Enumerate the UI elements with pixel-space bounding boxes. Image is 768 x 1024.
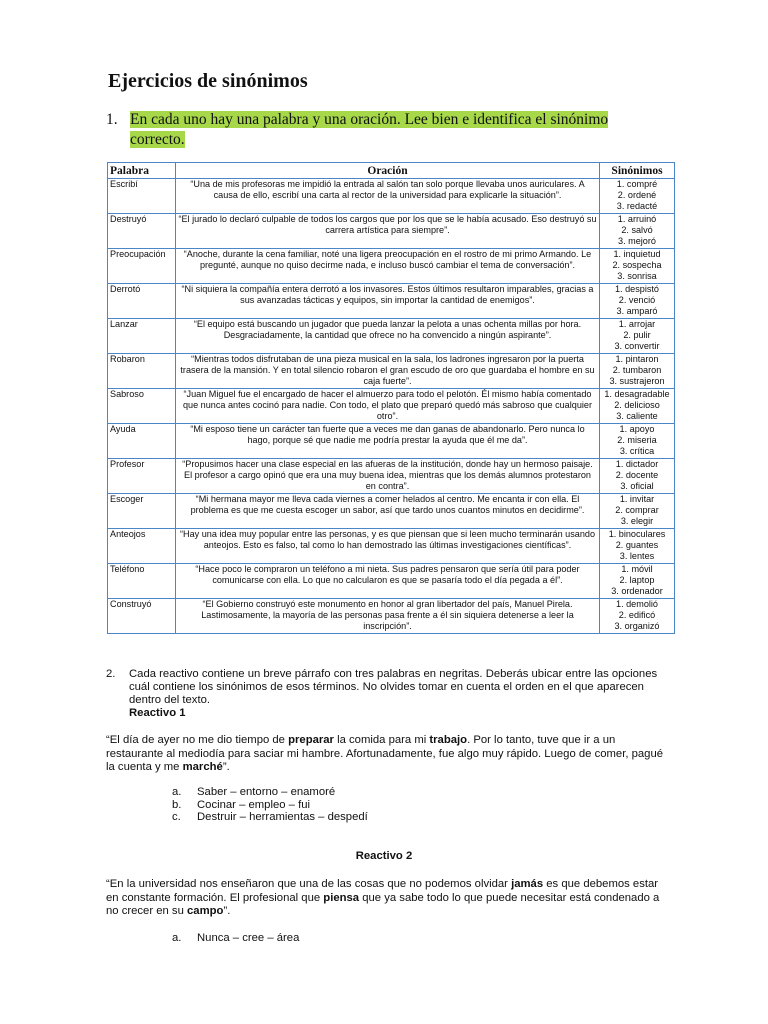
- synonym-option: 2. guantes: [615, 540, 659, 550]
- synonym-option: 3. elegir: [620, 516, 654, 526]
- header-oracion: Oración: [176, 163, 600, 179]
- option-letter: c.: [172, 811, 181, 823]
- word-cell: Sabroso: [108, 389, 176, 424]
- header-palabra: Palabra: [108, 163, 176, 179]
- word-cell: Anteojos: [108, 529, 176, 564]
- reactivo-2-paragraph: [106, 878, 666, 919]
- synonym-option: 1. dictador: [615, 459, 659, 469]
- word-cell: Profesor: [108, 459, 176, 494]
- bold-term: trabajo: [429, 734, 468, 746]
- options-cell: [600, 319, 675, 354]
- sentence-cell: “Anoche, durante la cena familiar, noté una ligera preocupación en el rostro de mi primo Armando. Le pregunté, aunque no quiso decirme nada, e incluso buscó cambiar el tema de conversación”.: [176, 249, 600, 284]
- option-a: [172, 932, 299, 945]
- synonym-option: 2. ordené: [617, 190, 657, 200]
- text-segment: es que debemos estar en constante formación. El profesional que: [106, 878, 659, 904]
- options-cell: [600, 529, 675, 564]
- bold-term: preparar: [288, 734, 334, 746]
- options-cell: [600, 599, 675, 634]
- word-cell: Teléfono: [108, 564, 176, 599]
- word-cell: Construyó: [108, 599, 176, 634]
- synonym-option: 2. delicioso: [614, 400, 660, 410]
- reactivo-1-options: [172, 786, 368, 824]
- table-row: [108, 249, 675, 284]
- table-row: [108, 424, 675, 459]
- synonym-option: 1. pintaron: [615, 354, 659, 364]
- sentence-cell: “Ni siquiera la compañía entera derrotó a los invasores. Estos últimos resultaron imparables, gracias a sus avanzadas tácticas y equipos, sin importar la cantidad de enemigos”.: [176, 284, 600, 319]
- sentence-cell: “Mientras todos disfrutaban de una pieza musical en la sala, los ladrones ingresaron por la puerta trasera de la mansión. Y en total silencio robaron el gran escudo de oro que guardaba el hombre en su caja fuerte”.: [176, 354, 600, 389]
- options-cell: [600, 494, 675, 529]
- synonym-option: 2. salvó: [621, 225, 653, 235]
- reactivo-1-label: Reactivo 1: [129, 707, 186, 719]
- table-row: [108, 354, 675, 389]
- text-segment: que ya sabe todo lo que puede necesitar está condenado a no crecer en su: [106, 891, 660, 917]
- synonym-option: 2. sospecha: [612, 260, 662, 270]
- synonym-option: 2. tumbaron: [612, 365, 662, 375]
- synonym-option: 2. pulir: [623, 330, 651, 340]
- options-cell: [600, 284, 675, 319]
- option-text: Nunca – cree – área: [197, 932, 300, 944]
- table-row: [108, 459, 675, 494]
- synonym-option: 1. arruinó: [617, 214, 657, 224]
- option-letter: a.: [172, 786, 182, 798]
- word-cell: Ayuda: [108, 424, 176, 459]
- table-row: [108, 494, 675, 529]
- table-row: [108, 599, 675, 634]
- sentence-cell: “Mi hermana mayor me lleva cada viernes a comer helados al centro. Me encanta ir con ella. El problema es que me cuesta escoger un sabor, así que tardo unos cuantos minutos en decidirme”.: [176, 494, 600, 529]
- options-cell: [600, 564, 675, 599]
- sentence-cell: “Juan Miguel fue el encargado de hacer el almuerzo para todo el pelotón. Él mismo había comentado que nunca antes cocinó para nadie. Con todo, el plato que preparó quedó más sabroso que cualquier otro”.: [176, 389, 600, 424]
- options-cell: [600, 249, 675, 284]
- sentence-cell: “Hay una idea muy popular entre las personas, y es que piensan que si leen mucho terminarán usando anteojos. Esto es falso, tal como lo han demostrado las últimas investigaciones científicas”.: [176, 529, 600, 564]
- bold-term: campo: [187, 905, 224, 917]
- synonym-option: 1. apoyo: [619, 424, 655, 434]
- text-segment: . Por lo tanto, tuve que ir a un restaurante al mediodía para saciar mi hambre. Afortunadamente, fue algo muy rápido. Luego de comer, pagué la cuenta y me: [106, 734, 664, 773]
- synonym-option: 2. comprar: [615, 505, 659, 515]
- synonym-option: 2. docente: [615, 470, 659, 480]
- options-cell: [600, 179, 675, 214]
- synonym-option: 1. invitar: [619, 494, 655, 504]
- synonym-option: 1. demolió: [616, 599, 658, 609]
- text-segment: la comida para mi: [333, 734, 430, 746]
- sentence-cell: “Propusimos hacer una clase especial en las afueras de la institución, donde hay un hermoso paisaje. El profesor a cargo opinó que era una muy buena idea, mientras que los demás alumnos protestaron en contra”.: [176, 459, 600, 494]
- synonym-option: 2. miseria: [617, 435, 657, 445]
- synonym-option: 3. amparó: [616, 306, 658, 316]
- word-cell: Escribí: [108, 179, 176, 214]
- sentence-cell: “Una de mis profesoras me impidió la entrada al salón tan solo porque llevaba unos auriculares. A causa de ello, escribí una carta al rector de la universidad para explicarle la situación”.: [176, 179, 600, 214]
- word-cell: Derrotó: [108, 284, 176, 319]
- reactivo-1-paragraph: [106, 734, 666, 775]
- text-segment: “El día de ayer no me dio tiempo de: [106, 734, 289, 746]
- synonym-option: 3. crítica: [619, 446, 655, 456]
- option-text: Cocinar – empleo – fui: [197, 798, 311, 811]
- synonym-option: 3. redacté: [616, 201, 658, 211]
- synonym-option: 3. sonrisa: [617, 271, 657, 281]
- sentence-cell: “El Gobierno construyó este monumento en honor al gran libertador del país, Manuel Pirela. Lastimosamente, la mayoría de las personas pasa frente a él sin siquiera detenerse a leer la inscripción”.: [176, 599, 600, 634]
- synonym-option: 2. edificó: [618, 610, 656, 620]
- options-cell: [600, 424, 675, 459]
- synonym-option: 2. venció: [618, 295, 656, 305]
- table-row: [108, 179, 675, 214]
- synonym-option: 3. organizó: [614, 621, 660, 631]
- question-2-number: 2.: [106, 668, 116, 680]
- synonym-option: 1. binoculares: [608, 529, 666, 539]
- sentence-cell: “Mi esposo tiene un carácter tan fuerte que a veces me dan ganas de abandonarlo. Pero nunca lo hago, porque sé que nadie me podría prestar la ayuda que él me da”.: [176, 424, 600, 459]
- option-b: [172, 799, 368, 812]
- word-cell: Preocupación: [108, 249, 176, 284]
- question-1-number: 1.: [106, 111, 118, 128]
- option-letter: b.: [172, 798, 182, 811]
- bold-term: marché: [182, 761, 223, 773]
- word-cell: Lanzar: [108, 319, 176, 354]
- reactivo-2-label: Reactivo 2: [355, 850, 413, 862]
- word-cell: Destruyó: [108, 214, 176, 249]
- synonym-option: 3. lentes: [619, 551, 655, 561]
- synonym-option: 3. sustrajeron: [609, 376, 665, 386]
- synonym-option: 1. desagradable: [604, 389, 670, 399]
- synonym-option: 1. móvil: [621, 564, 653, 574]
- text-segment: ”.: [223, 905, 231, 917]
- sentence-cell: “Hace poco le compraron un teléfono a mi nieta. Sus padres pensaron que sería útil para poder comunicarse con ella. Lo que no calcularon es que se pasaría todo el día pegada a él”.: [176, 564, 600, 599]
- option-letter: a.: [172, 932, 182, 944]
- question-2: [106, 668, 666, 720]
- options-cell: [600, 389, 675, 424]
- table-row: [108, 529, 675, 564]
- question-2-instruction: Cada reactivo contiene un breve párrafo con tres palabras en negritas. Deberás ubicar entre las opciones cuál contiene los sinónimos de esos términos. No olvides tomar en cuenta el orden en el que aparecen dentro del texto.: [129, 668, 658, 706]
- table-row: [108, 319, 675, 354]
- option-a: [172, 786, 368, 799]
- question-1-highlighted-instruction: En cada uno hay una palabra y una oración. Lee bien e identifica el sinónimo correcto.: [130, 111, 609, 148]
- table-row: [108, 284, 675, 319]
- synonym-option: 3. oficial: [620, 481, 654, 491]
- text-segment: “En la universidad nos enseñaron que una de las cosas que no podemos olvidar: [106, 878, 512, 890]
- bold-term: jamás: [511, 878, 544, 890]
- word-cell: Robaron: [108, 354, 176, 389]
- question-1: [106, 110, 651, 150]
- table-row: [108, 564, 675, 599]
- table-row: [108, 214, 675, 249]
- text-segment: ”.: [222, 761, 230, 773]
- synonym-option: 3. mejoró: [618, 236, 656, 246]
- word-cell: Escoger: [108, 494, 176, 529]
- option-c: [172, 811, 368, 824]
- sentence-cell: “El equipo está buscando un jugador que pueda lanzar la pelota a unas ochenta millas por hora. Desgraciadamente, la cantidad que ofrece no ha convencido a ningún aspirante”.: [176, 319, 600, 354]
- option-text: Destruir – herramientas – despedí: [197, 811, 368, 823]
- reactivo-2-options: [172, 932, 299, 945]
- synonym-option: 1. inquietud: [613, 249, 661, 259]
- option-text: Saber – entorno – enamoré: [197, 786, 336, 798]
- table-header-row: [108, 163, 675, 179]
- synonym-option: 3. ordenador: [611, 586, 663, 596]
- bold-term: piensa: [323, 891, 360, 904]
- options-cell: [600, 459, 675, 494]
- options-cell: [600, 214, 675, 249]
- synonym-option: 2. laptop: [619, 575, 655, 585]
- synonym-option: 3. convertir: [614, 341, 660, 351]
- page-title: Ejercicios de sinónimos: [108, 70, 308, 92]
- synonyms-table: [107, 162, 675, 634]
- synonym-option: 1. arrojar: [618, 319, 656, 329]
- header-sinonimos: Sinónimos: [600, 163, 675, 179]
- sentence-cell: “El jurado lo declaró culpable de todos los cargos que por los que se le había acusado. Eso destruyó su carrera artística para siempre”.: [176, 214, 600, 249]
- synonym-option: 3. caliente: [616, 411, 658, 421]
- table-body: [108, 179, 675, 634]
- question-1-text: [130, 110, 651, 150]
- table-row: [108, 389, 675, 424]
- synonym-option: 1. compré: [616, 179, 658, 189]
- options-cell: [600, 354, 675, 389]
- synonym-option: 1. despistó: [615, 284, 659, 294]
